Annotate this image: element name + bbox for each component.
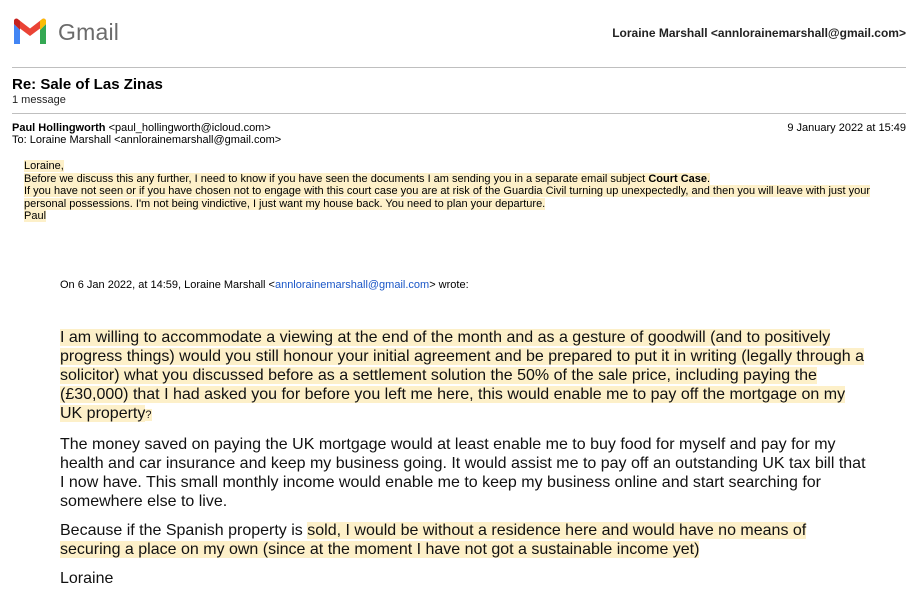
gmail-m-icon bbox=[12, 18, 48, 46]
account-label: Loraine Marshall <annlorainemarshall@gmail.com> bbox=[612, 26, 906, 40]
thread-subject: Re: Sale of Las Zinas bbox=[12, 76, 163, 93]
body-line-1: Before we discuss this any further, I need to know if you have seen the documents I am sending you in a separate email subject Court Case. bbox=[24, 172, 711, 185]
gmail-wordmark: Gmail bbox=[58, 18, 120, 45]
body-greeting: Loraine, bbox=[24, 160, 64, 172]
header-divider bbox=[12, 67, 906, 68]
print-header bbox=[12, 14, 906, 58]
gmail-logo bbox=[12, 18, 119, 46]
quoted-paragraph-1: I am willing to accommodate a viewing at the end of the month and as a gesture of goodwill (and to positively progress things) would you still honour your initial agreement and be prepared to put it in writing (legally through a solicitor) what you discussed before as a settlement solution the 50% of the sale price, including paying the (£30,000) that I had asked you for before you left me here, this would enable me to pay off the mortgage on my UK property? bbox=[60, 329, 865, 422]
quote-attribution: On 6 Jan 2022, at 14:59, Loraine Marshall <annlorainemarshall@gmail.com> wrote: bbox=[60, 279, 469, 291]
recipient-line: To: Loraine Marshall <annlorainemarshall@gmail.com> bbox=[12, 134, 282, 146]
quoted-sender-email-link[interactable]: annlorainemarshall@gmail.com bbox=[274, 279, 430, 291]
message-body bbox=[24, 160, 894, 223]
message-date: 9 January 2022 at 15:49 bbox=[787, 122, 906, 134]
sender-email: <paul_hollingworth@icloud.com> bbox=[108, 122, 271, 134]
subject-divider bbox=[12, 113, 906, 114]
message-count: 1 message bbox=[12, 94, 66, 106]
quoted-signature: Loraine bbox=[60, 570, 114, 587]
quoted-message bbox=[60, 328, 870, 598]
quoted-paragraph-2: The money saved on paying the UK mortgage would at least enable me to buy food for myself and pay for my health and car insurance and keep my business going. It would assist me to pay off an outstanding UK tax bill that I now have. This small monthly income would enable me to keep my business online and start searching for somewhere else to live. bbox=[60, 436, 866, 510]
body-line-2: If you have not seen or if you have chosen not to engage with this court case you are at risk of the Guardia Civil turning up unexpectedly, and then you will leave with just your personal possessions. I'm not being vindictive, I just want my house back. You need to plan your departure. bbox=[24, 185, 871, 210]
sender-name: Paul Hollingworth bbox=[12, 122, 106, 134]
quoted-paragraph-3: Because if the Spanish property is sold, I would be without a residence here and would have no means of securing a place on my own (since at the moment I have not got a sustainable income yet) bbox=[60, 522, 807, 558]
sender-line bbox=[12, 122, 271, 134]
body-signoff: Paul bbox=[24, 210, 47, 222]
